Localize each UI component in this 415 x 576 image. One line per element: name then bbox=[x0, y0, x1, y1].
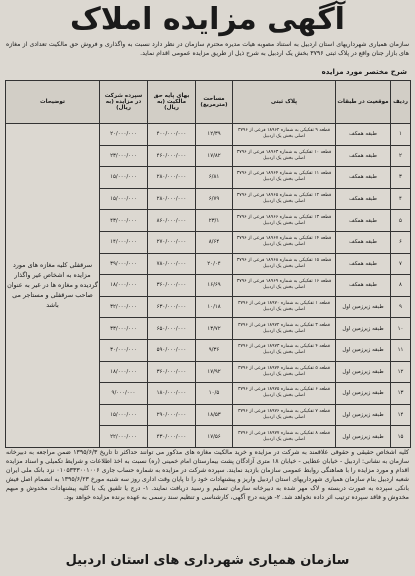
floor-cell: طبقه همکف bbox=[336, 231, 391, 253]
header-notes: توضیحات bbox=[6, 81, 100, 124]
header-row-number: ردیف bbox=[391, 81, 411, 124]
row-number: ۱۳ bbox=[391, 383, 411, 405]
header-area: مساحت (مترمربع) bbox=[196, 81, 233, 124]
deposit-cell: ۲۳/۰۰۰/۰۰۰ bbox=[100, 145, 148, 167]
area-cell: ۱۶/۶۹ bbox=[196, 275, 233, 297]
intro-paragraph: سازمان همیاری شهرداریهای استان اردبیل به استناد مصوبه هیات مدیره محترم سازمان در نظر دارد نسبت به واگذاری و فروش حق مالکیت تعدادی از مغازه های بازار جنان واقع در پلاک ثبتی ۳۷۹۶ بخش یک اردبیل به شرح ذیل از طریق مزایده عمومی اقدام نماید. bbox=[6, 41, 409, 57]
plak-cell: قطعه ۷ تفکیکی به شماره ۱۸۹۷۶ فرعی از ۳۷۹۶ اصلی بخش یک اردبیل bbox=[233, 404, 336, 426]
page-title: آگهی مزایده املاک bbox=[70, 2, 345, 37]
plak-cell: قطعه ۸ تفکیکی به شماره ۱۸۹۷۷ فرعی از ۳۷۹۶ اصلی بخش یک اردبیل bbox=[233, 426, 336, 448]
area-cell: ۱۳/۷۲ bbox=[196, 318, 233, 340]
area-cell: ۱۷/۵۶ bbox=[196, 426, 233, 448]
price-cell: ۶۵۰/۰۰۰/۰۰۰ bbox=[148, 318, 196, 340]
deposit-cell: ۱۸/۰۰۰/۰۰۰ bbox=[100, 275, 148, 297]
price-cell: ۴۳۰/۰۰۰/۰۰۰ bbox=[148, 426, 196, 448]
footer-paragraph: کلیه اشخاص حقیقی و حقوقی علاقمند به شرکت در مزایده و خرید مالکیت مغازه های مذکور می توانند حداکثر تا تاریخ ۱۳۹۵/۶/۳ ضمن مراجعه به دبیرخانه سازمان به نشانی: اردبیل - خیابان عطایی - خیابان ۱۸ متری آزادگان پشت بیمارستان امام خمینی (ره) نسبت به اخذ اطلاعات و شرایط تکمیلی و اسناد مزایده اقدام و مورد مزایده را با هماهنگی روابط عمومی سازمان بازدید نمایند. سپرده شرکت در مزایده به شماره حساب جاری ۰۱۰۵۳۳۳۰۰۱۰۰۶ نزد بانک ملی ایران شعبه اردبیل بنام سازمان همیاری شهرداریهای استان اردبیل واریز و پیشنهادات خود را تا پایان وقت اداری روز سه شنبه مورخ ۱۳۹۵/۶/۲۳ به انضمام اصل فیش بانکی سپرده به صورت دربسته و لاک مهر شده به دبیرخانه سازمان تسلیم و رسید دریافت نمایند. ۱- درج یا تلفیق یک یا کلیه پیشنهادات مخدوش و مبهم مخدوش و فاقد سپرده ترتیب اثر داده نخواهد شد. ۲- هزینه درج آگهی، کارشناسی و تنظیم سند رسمی به عهده برنده مزایده خواهد بود. bbox=[6, 449, 410, 501]
subheading: شرح مختصر مورد مزایده bbox=[321, 68, 407, 76]
row-number: ۱۴ bbox=[391, 404, 411, 426]
price-cell: ۲۷۰/۰۰۰/۰۰۰ bbox=[148, 231, 196, 253]
floor-cell: طبقه زیرزمین اول bbox=[336, 318, 391, 340]
plak-cell: قطعه ۵ تفکیکی به شماره ۱۸۹۷۴ فرعی از ۳۷۹۶ اصلی بخش یک اردبیل bbox=[233, 361, 336, 383]
plak-cell: قطعه ۱۱ تفکیکی به شماره ۱۸۹۶۴ فرعی از ۳۷۹۶ اصلی بخش یک اردبیل bbox=[233, 167, 336, 189]
row-number: ۱۰ bbox=[391, 318, 411, 340]
floor-cell: طبقه زیرزمین اول bbox=[336, 361, 391, 383]
plak-cell: قطعه ۱۰ تفکیکی به شماره ۱۸۹۶۳ فرعی از ۳۷۹۶ اصلی بخش یک اردبیل bbox=[233, 145, 336, 167]
row-number: ۴ bbox=[391, 188, 411, 210]
deposit-cell: ۲۰/۰۰۰/۰۰۰ bbox=[100, 124, 148, 146]
floor-cell: طبقه زیرزمین اول bbox=[336, 404, 391, 426]
area-cell: ۲۳/۱ bbox=[196, 210, 233, 232]
area-cell: ۱۲/۳۹ bbox=[196, 124, 233, 146]
price-cell: ۲۸۰/۰۰۰/۰۰۰ bbox=[148, 188, 196, 210]
plak-cell: قطعه ۱۲ تفکیکی به شماره ۱۸۹۶۵ فرعی از ۳۷۹۶ اصلی بخش یک اردبیل bbox=[233, 188, 336, 210]
floor-cell: طبقه همکف bbox=[336, 124, 391, 146]
area-cell: ۹/۳۶ bbox=[196, 339, 233, 361]
plak-cell: قطعه ۳ تفکیکی به شماره ۱۸۹۷۲ فرعی از ۳۷۹۶ اصلی بخش یک اردبیل bbox=[233, 318, 336, 340]
area-cell: ۱۸/۵۳ bbox=[196, 404, 233, 426]
deposit-cell: ۱۸/۰۰۰/۰۰۰ bbox=[100, 361, 148, 383]
row-number: ۱۵ bbox=[391, 426, 411, 448]
row-number: ۶ bbox=[391, 231, 411, 253]
plak-cell: قطعه ۶ تفکیکی به شماره ۱۸۹۷۵ فرعی از ۳۷۹۶ اصلی بخش یک اردبیل bbox=[233, 383, 336, 405]
row-number: ۱۱ bbox=[391, 339, 411, 361]
organization-name: سازمان همیاری شهرداری های استان اردبیل bbox=[65, 553, 350, 568]
row-number: ۱ bbox=[391, 124, 411, 146]
price-cell: ۸۶۰/۰۰۰/۰۰۰ bbox=[148, 210, 196, 232]
floor-cell: طبقه زیرزمین اول bbox=[336, 383, 391, 405]
header-plak: پلاک ثبتی bbox=[233, 81, 336, 124]
price-cell: ۴۰۰/۰۰۰/۰۰۰ bbox=[148, 124, 196, 146]
deposit-cell: ۲۲/۰۰۰/۰۰۰ bbox=[100, 426, 148, 448]
deposit-cell: ۳۹/۰۰۰/۰۰۰ bbox=[100, 253, 148, 275]
header-price: بهای پایه حق مالکیت (به ریال) bbox=[148, 81, 196, 124]
price-cell: ۴۶۰/۰۰۰/۰۰۰ bbox=[148, 145, 196, 167]
area-cell: ۱۰/۵ bbox=[196, 383, 233, 405]
row-number: ۵ bbox=[391, 210, 411, 232]
auction-table bbox=[5, 80, 411, 448]
floor-cell: طبقه همکف bbox=[336, 210, 391, 232]
table-row bbox=[6, 124, 411, 146]
deposit-cell: ۳۲/۰۰۰/۰۰۰ bbox=[100, 296, 148, 318]
floor-cell: طبقه همکف bbox=[336, 167, 391, 189]
row-number: ۹ bbox=[391, 296, 411, 318]
floor-cell: طبقه همکف bbox=[336, 188, 391, 210]
row-number: ۱۲ bbox=[391, 361, 411, 383]
price-cell: ۱۸۰/۰۰۰/۰۰۰ bbox=[148, 383, 196, 405]
header-floor: موقعیت در طبقات bbox=[336, 81, 391, 124]
price-cell: ۶۳۰/۰۰۰/۰۰۰ bbox=[148, 296, 196, 318]
area-cell: ۶/۸۱ bbox=[196, 167, 233, 189]
plak-cell: قطعه ۱۵ تفکیکی به شماره ۱۸۹۶۸ فرعی از ۳۷۹۶ اصلی بخش یک اردبیل bbox=[233, 253, 336, 275]
plak-cell: قطعه ۱۳ تفکیکی به شماره ۱۸۹۶۶ فرعی از ۳۷۹۶ اصلی بخش یک اردبیل bbox=[233, 210, 336, 232]
floor-cell: طبقه زیرزمین اول bbox=[336, 426, 391, 448]
deposit-cell: ۱۵/۰۰۰/۰۰۰ bbox=[100, 167, 148, 189]
floor-cell: طبقه همکف bbox=[336, 253, 391, 275]
row-number: ۷ bbox=[391, 253, 411, 275]
price-cell: ۲۹۰/۰۰۰/۰۰۰ bbox=[148, 404, 196, 426]
deposit-cell: ۹/۰۰۰/۰۰۰ bbox=[100, 383, 148, 405]
plak-cell: قطعه ۹ تفکیکی به شماره ۱۸۹۶۲ فرعی از ۳۷۹۶ اصلی بخش یک اردبیل bbox=[233, 124, 336, 146]
area-cell: ۱۷/۸۲ bbox=[196, 145, 233, 167]
price-cell: ۵۹۰/۰۰۰/۰۰۰ bbox=[148, 339, 196, 361]
floor-cell: طبقه زیرزمین اول bbox=[336, 296, 391, 318]
area-cell: ۱۷/۹۲ bbox=[196, 361, 233, 383]
row-number: ۳ bbox=[391, 167, 411, 189]
price-cell: ۷۸۰/۰۰۰/۰۰۰ bbox=[148, 253, 196, 275]
notes-cell: سرقفلی کلیه مغازه های مورد مزایده به اشخاص غیر واگذار گردیده و مغازه ها در غیر به عنوان صاحب سرقفلی و مستاجر می باشد bbox=[6, 124, 100, 448]
price-cell: ۲۸۰/۰۰۰/۰۰۰ bbox=[148, 167, 196, 189]
plak-cell: قطعه ۴ تفکیکی به شماره ۱۸۹۷۳ فرعی از ۳۷۹۶ اصلی بخش یک اردبیل bbox=[233, 339, 336, 361]
row-number: ۲ bbox=[391, 145, 411, 167]
deposit-cell: ۳۳/۰۰۰/۰۰۰ bbox=[100, 318, 148, 340]
header-deposit: سپرده شرکت در مزایده (به ریال) bbox=[100, 81, 148, 124]
table-header-row bbox=[6, 81, 411, 124]
floor-cell: طبقه زیرزمین اول bbox=[336, 339, 391, 361]
price-cell: ۳۶۰/۰۰۰/۰۰۰ bbox=[148, 275, 196, 297]
floor-cell: طبقه همکف bbox=[336, 275, 391, 297]
area-cell: ۶/۷۹ bbox=[196, 188, 233, 210]
floor-cell: طبقه همکف bbox=[336, 145, 391, 167]
plak-cell: قطعه ۱۴ تفکیکی به شماره ۱۸۹۶۷ فرعی از ۳۷۹۶ اصلی بخش یک اردبیل bbox=[233, 231, 336, 253]
price-cell: ۳۶۰/۰۰۰/۰۰۰ bbox=[148, 361, 196, 383]
deposit-cell: ۳۰/۰۰۰/۰۰۰ bbox=[100, 339, 148, 361]
area-cell: ۱۰/۱۸ bbox=[196, 296, 233, 318]
deposit-cell: ۴۳/۰۰۰/۰۰۰ bbox=[100, 210, 148, 232]
deposit-cell: ۱۵/۰۰۰/۰۰۰ bbox=[100, 188, 148, 210]
plak-cell: قطعه ۱۶ تفکیکی به شماره ۱۸۹۶۹ فرعی از ۳۷۹۶ اصلی بخش یک اردبیل bbox=[233, 275, 336, 297]
plak-cell: قطعه ۱ تفکیکی به شماره ۱۸۹۷۰ فرعی از ۳۷۹۶ اصلی بخش یک اردبیل bbox=[233, 296, 336, 318]
deposit-cell: ۱۴/۰۰۰/۰۰۰ bbox=[100, 231, 148, 253]
area-cell: ۲۰/۰۴ bbox=[196, 253, 233, 275]
area-cell: ۸/۶۴ bbox=[196, 231, 233, 253]
row-number: ۸ bbox=[391, 275, 411, 297]
deposit-cell: ۱۵/۰۰۰/۰۰۰ bbox=[100, 404, 148, 426]
